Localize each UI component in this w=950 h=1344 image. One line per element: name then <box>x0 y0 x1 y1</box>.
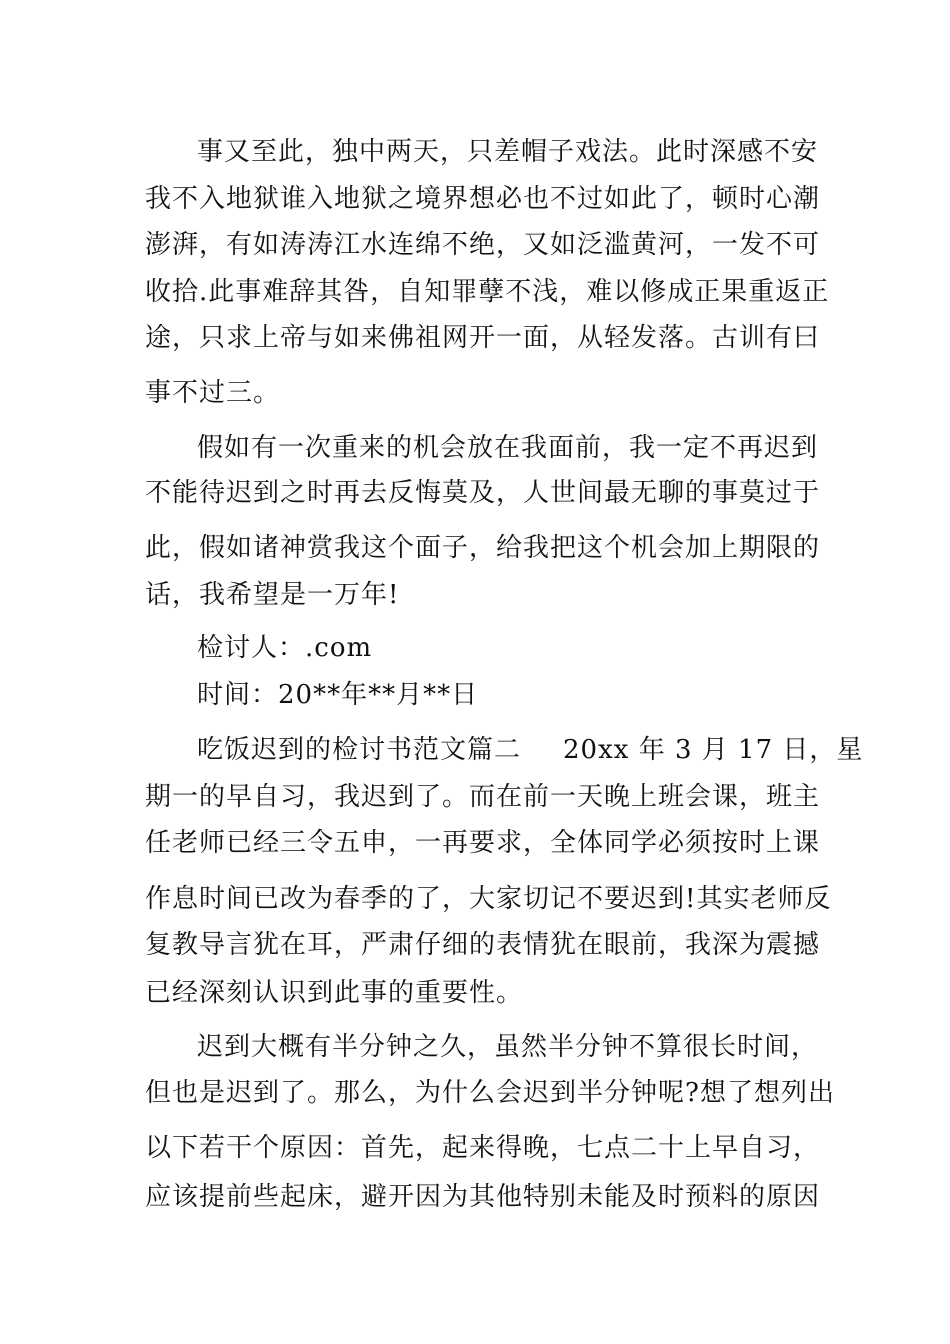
paragraph-line: 期一的早自习，我迟到了。而在前一天晚上班会课，班主 <box>145 782 821 812</box>
paragraph-line: 作息时间已改为春季的了，大家切记不要迟到!其实老师反 <box>145 884 832 914</box>
paragraph-line: 不能待迟到之时再去反悔莫及，人世间最无聊的事莫过于 <box>145 478 821 508</box>
paragraph-line: 但也是迟到了。那么，为什么会迟到半分钟呢?想了想列出 <box>145 1078 835 1108</box>
paragraph-line: 迟到大概有半分钟之久，虽然半分钟不算很长时间， <box>197 1032 819 1062</box>
paragraph-line: 假如有一次重来的机会放在我面前，我一定不再迟到 <box>197 433 819 463</box>
paragraph-line: 已经深刻认识到此事的重要性。 <box>145 978 524 1008</box>
paragraph-line: 复教导言犹在耳，严肃仔细的表情犹在眼前，我深为震撼 <box>145 930 821 960</box>
paragraph-line: 应该提前些起床，避开因为其他特别未能及时预料的原因 <box>145 1182 821 1212</box>
paragraph-line: 澎湃，有如涛涛江水连绵不绝，又如泛滥黄河，一发不可 <box>145 230 821 260</box>
section-heading: 吃饭迟到的检讨书范文篇二 <box>197 735 522 765</box>
paragraph-line: 话，我希望是一万年! <box>145 580 400 610</box>
paragraph-line: 以下若干个原因：首先，起来得晚，七点二十上早自习， <box>145 1133 821 1163</box>
paragraph-line: 收拾.此事难辞其咎，自知罪孽不浅，难以修成正果重返正 <box>145 277 830 307</box>
paragraph-line: 此，假如诸神赏我这个面子，给我把这个机会加上期限的 <box>145 533 821 563</box>
paragraph-line: 任老师已经三令五申，一再要求，全体同学必须按时上课 <box>145 828 821 858</box>
signature-line: 检讨人：.com <box>197 633 373 663</box>
paragraph-line: 途，只求上帝与如来佛祖网开一面，从轻发落。古训有曰 <box>145 323 821 353</box>
time-line: 时间：20**年**月**日 <box>197 680 479 710</box>
section-date: 20xx 年 3 月 17 日，星 <box>563 735 864 765</box>
paragraph-line: 事不过三。 <box>145 378 281 408</box>
paragraph-line: 我不入地狱谁入地狱之境界想必也不过如此了，顿时心潮 <box>145 184 821 214</box>
paragraph-line: 事又至此，独中两天，只差帽子戏法。此时深感不安 <box>197 137 819 167</box>
section-heading-line <box>197 735 863 765</box>
